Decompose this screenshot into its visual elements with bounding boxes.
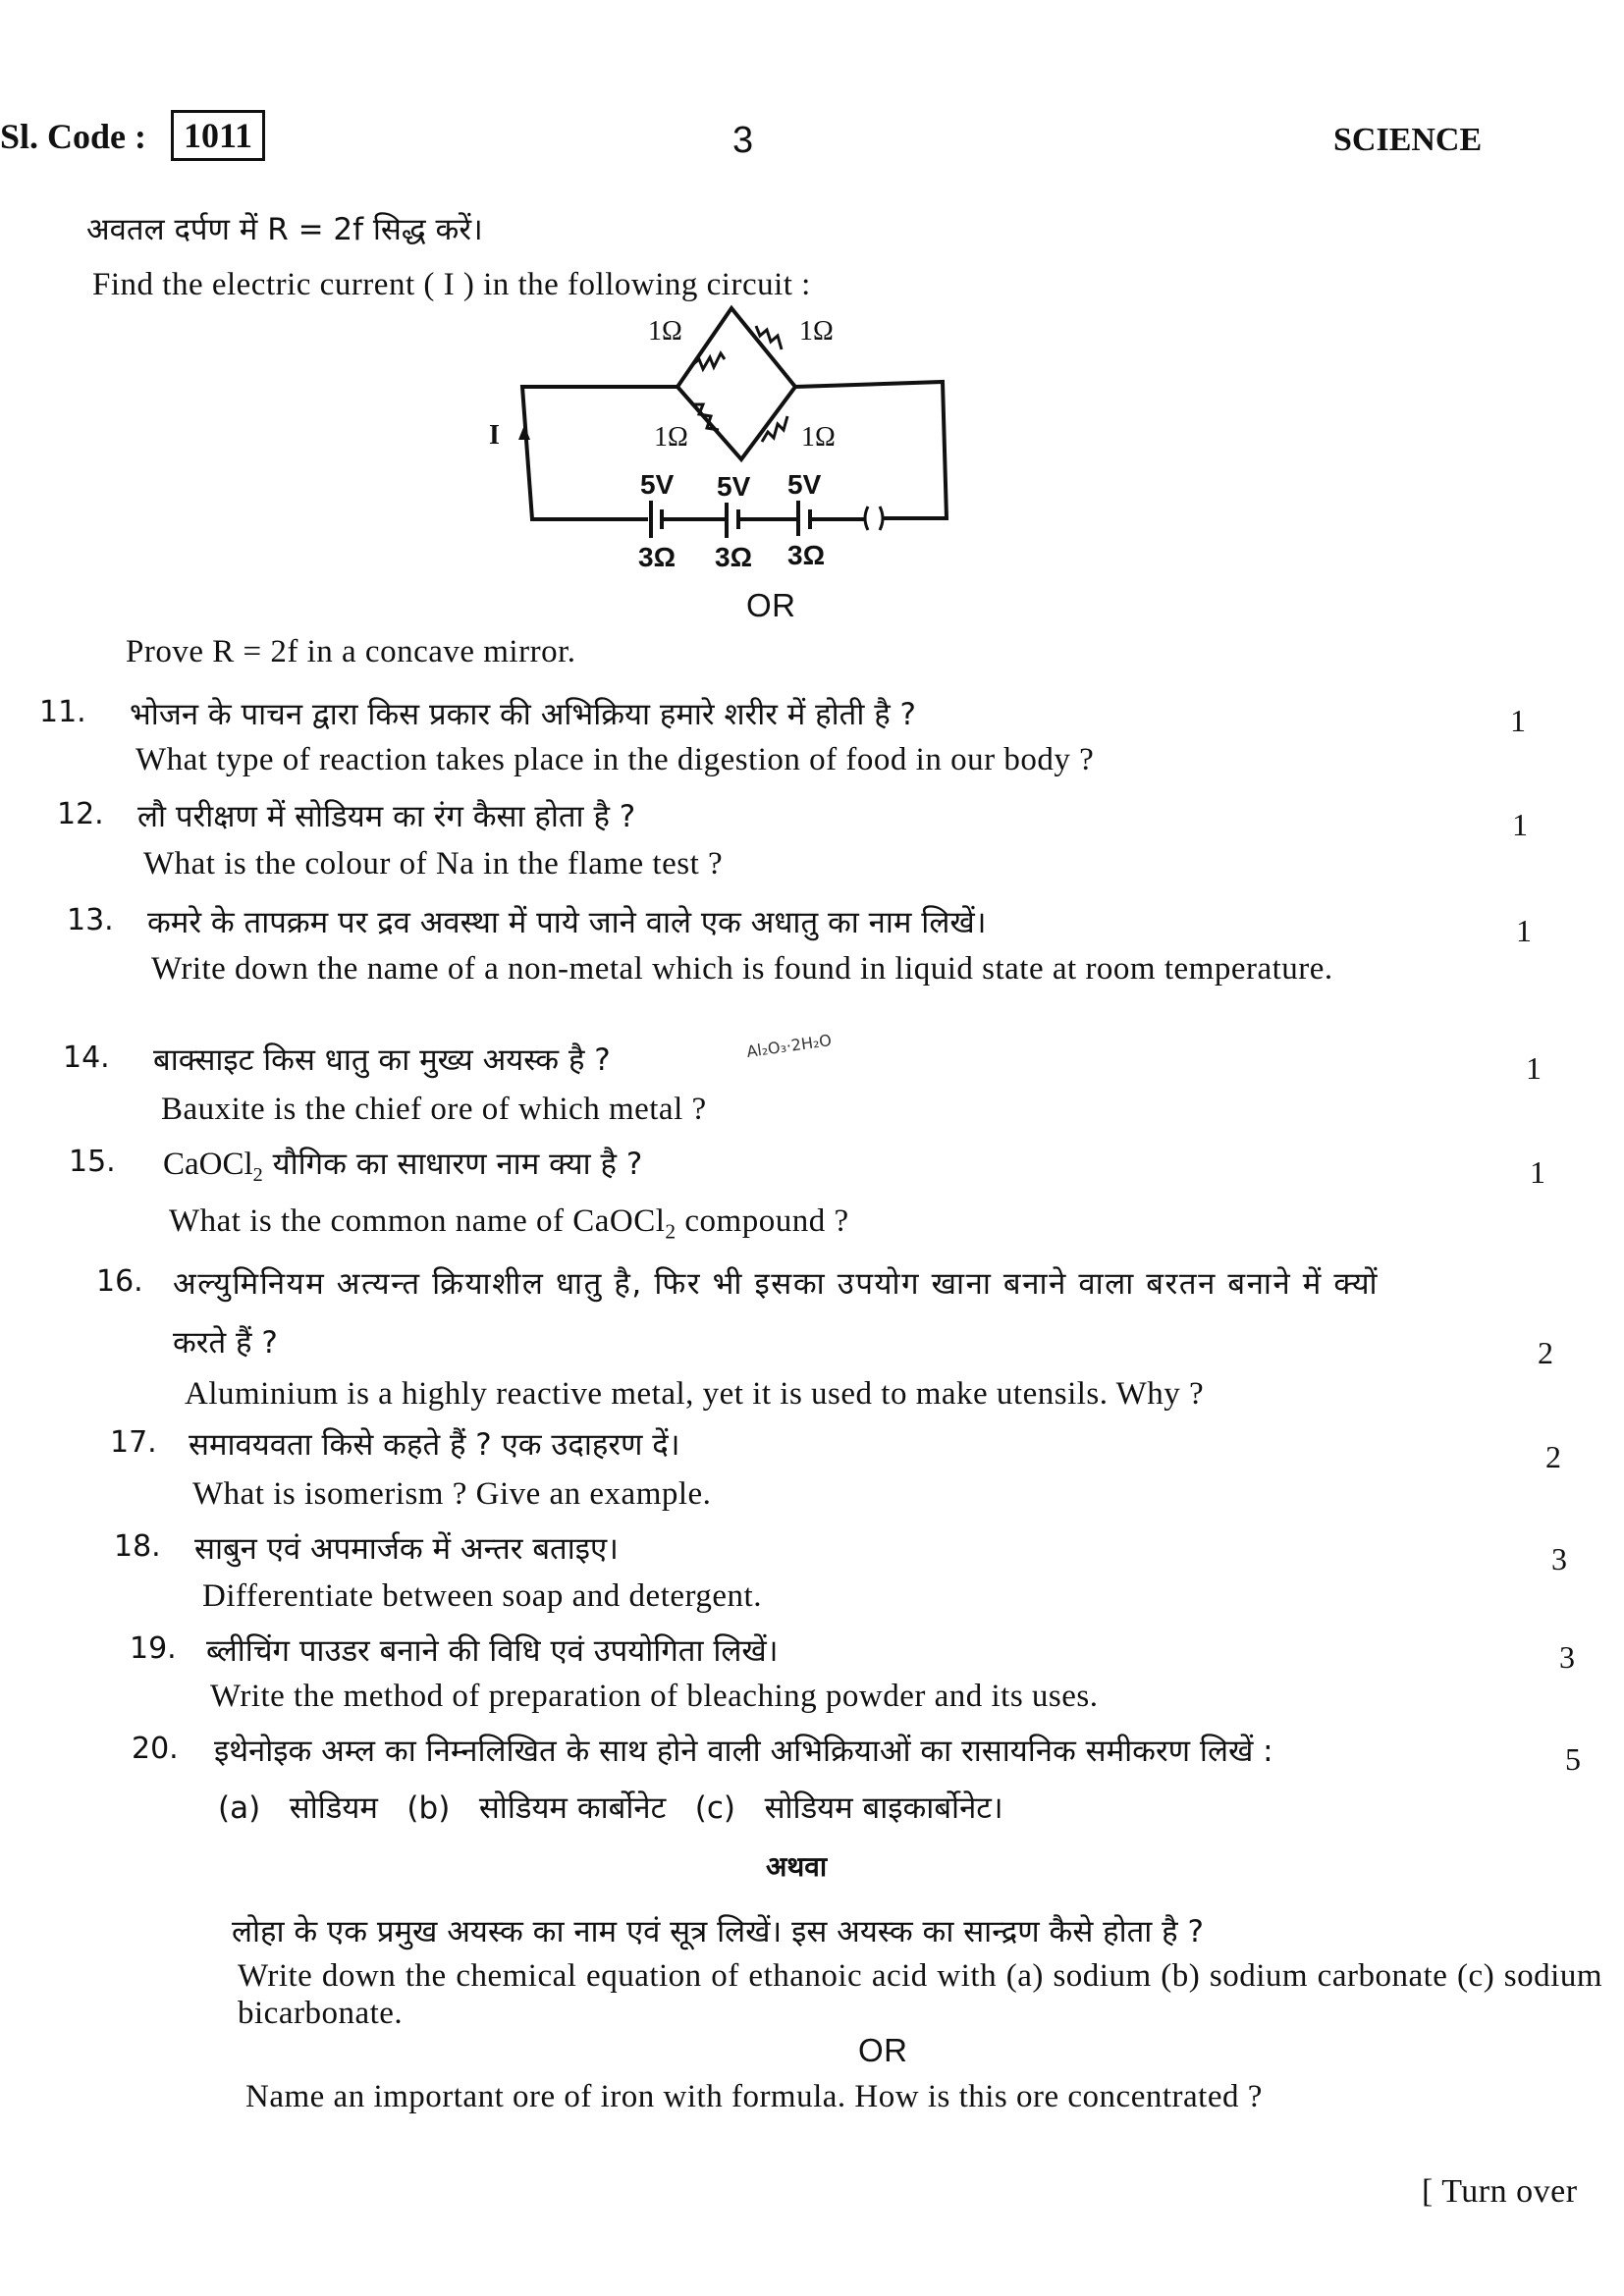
q12-english: What is the colour of Na in the flame test ? — [143, 846, 724, 881]
q16-marks: 2 — [1538, 1335, 1553, 1370]
sl-code-value: 1011 — [171, 110, 265, 161]
circuit-diagram — [471, 294, 1080, 628]
q12-number: 12. — [57, 797, 104, 831]
q13-hindi: कमरे के तापक्रम पर द्रव अवस्था में पाये जाने वाले एक अधातु का नाम लिखें। — [147, 905, 987, 940]
q20-english-or-label: OR — [858, 2032, 908, 2068]
q16-number: 16. — [96, 1264, 143, 1299]
q15-number: 15. — [69, 1145, 116, 1179]
turn-over-label: [ Turn over — [1422, 2173, 1578, 2210]
resistor-label-bottom-left: 1Ω — [654, 422, 688, 453]
q20-english-or: Name an important ore of iron with formula. How is this ore concentrated ? — [245, 2079, 1263, 2114]
q10-or-label: OR — [746, 587, 796, 623]
q10-english: Find the electric current ( I ) in the following circuit : — [92, 267, 811, 302]
q12-marks: 1 — [1512, 807, 1528, 842]
q20-marks: 5 — [1565, 1741, 1581, 1777]
q20-hindi: इथेनोइक अम्ल का निम्नलिखित के साथ होने वाली अभिक्रियाओं का रासायनिक समीकरण लिखें : — [214, 1734, 1273, 1769]
page-number: 3 — [732, 120, 754, 161]
q19-english: Write the method of preparation of bleaching powder and its uses. — [210, 1679, 1099, 1714]
q20-hindi-or: लोहा के एक प्रमुख अयस्क का नाम एवं सूत्र लिखें। इस अयस्क का सान्द्रण कैसे होता है ? — [232, 1914, 1204, 1949]
q15-hindi-text: यौगिक का साधारण नाम क्या है ? — [262, 1147, 643, 1182]
q18-marks: 3 — [1551, 1541, 1567, 1576]
q15-english — [169, 1203, 849, 1245]
q18-english: Differentiate between soap and detergent. — [202, 1578, 762, 1614]
q19-marks: 3 — [1559, 1639, 1575, 1675]
q20-number: 20. — [132, 1732, 179, 1766]
cell-voltage-2: 5V — [717, 471, 751, 502]
q14-hindi: बाक्साइट किस धातु का मुख्य अयस्क है ? — [153, 1042, 611, 1078]
q15-hindi-formula: CaOCl — [163, 1147, 253, 1182]
q18-hindi: साबुन एवं अपमार्जक में अन्तर बताइए। — [194, 1531, 619, 1567]
q17-number: 17. — [110, 1425, 157, 1460]
q14-marks: 1 — [1526, 1050, 1542, 1086]
q20-hindi-or-label: अथवा — [766, 1850, 828, 1883]
q16-hindi-cont: करते हैं ? — [173, 1325, 278, 1361]
q10-english-or: Prove R = 2f in a concave mirror. — [126, 634, 576, 669]
q11-number: 11. — [39, 695, 86, 729]
q15-hindi — [163, 1143, 642, 1187]
q11-hindi: भोजन के पाचन द्वारा किस प्रकार की अभिक्रिया हमारे शरीर में होती है ? — [130, 697, 916, 732]
q15-marks: 1 — [1530, 1154, 1545, 1190]
q14-handwritten-note: Al₂O₃·2H₂O — [745, 1031, 834, 1061]
q14-number: 14. — [63, 1041, 110, 1075]
q15-english-post: compound ? — [676, 1203, 849, 1239]
resistor-label-top-right: 1Ω — [799, 316, 834, 347]
q15-hindi-sub: 2 — [252, 1164, 263, 1187]
resistor-label-top-left: 1Ω — [648, 316, 682, 347]
current-label: I — [489, 420, 500, 451]
q13-number: 13. — [67, 903, 114, 937]
q19-number: 19. — [130, 1631, 177, 1666]
q18-number: 18. — [114, 1529, 161, 1564]
q11-marks: 1 — [1510, 703, 1526, 738]
q19-hindi: ब्लीचिंग पाउडर बनाने की विधि एवं उपयोगिता लिखें। — [206, 1633, 779, 1669]
q12-hindi: लौ परीक्षण में सोडियम का रंग कैसा होता है ? — [137, 799, 636, 834]
subject-title: SCIENCE — [1333, 122, 1483, 158]
cell-voltage-1: 5V — [640, 469, 675, 500]
circuit-wires — [471, 294, 1080, 628]
q17-english: What is isomerism ? Give an example. — [192, 1476, 712, 1512]
sl-code-label: Sl. Code : — [0, 117, 147, 156]
q14-english: Bauxite is the chief ore of which metal ? — [161, 1092, 707, 1127]
cell-resistance-3: 3Ω — [787, 540, 826, 570]
q10-hindi-or: अवतल दर्पण में R = 2f सिद्ध करें। — [86, 212, 483, 247]
q20-english: Write down the chemical equation of ethanoic acid with (a) sodium (b) sodium carbonate (c) sodium bicarbonate. — [238, 1958, 1602, 2031]
cell-resistance-2: 3Ω — [715, 542, 753, 572]
q13-english: Write down the name of a non-metal which is found in liquid state at room temperature. — [151, 951, 1333, 987]
q11-english: What type of reaction takes place in the digestion of food in our body ? — [135, 742, 1095, 777]
resistor-label-bottom-right: 1Ω — [801, 422, 836, 453]
q15-english-sub: 2 — [665, 1219, 677, 1244]
q17-hindi: समावयवता किसे कहते हैं ? एक उदाहरण दें। — [189, 1427, 680, 1463]
q16-english: Aluminium is a highly reactive metal, yet it is used to make utensils. Why ? — [185, 1376, 1205, 1412]
q20-hindi-options: (a) सोडियम (b) सोडियम कार्बोनेट (c) सोडियम बाइकार्बोनेट। — [218, 1790, 1003, 1826]
q15-english-pre: What is the common name of CaOCl — [169, 1203, 666, 1239]
q17-marks: 2 — [1545, 1439, 1561, 1474]
q16-hindi: अल्युमिनियम अत्यन्त क्रियाशील धातु है, फिर भी इसका उपयोग खाना बनाने वाला बरतन बनाने में क्यों — [173, 1266, 1380, 1302]
cell-voltage-3: 5V — [787, 469, 822, 500]
cell-resistance-1: 3Ω — [638, 542, 677, 572]
q13-marks: 1 — [1516, 913, 1532, 948]
